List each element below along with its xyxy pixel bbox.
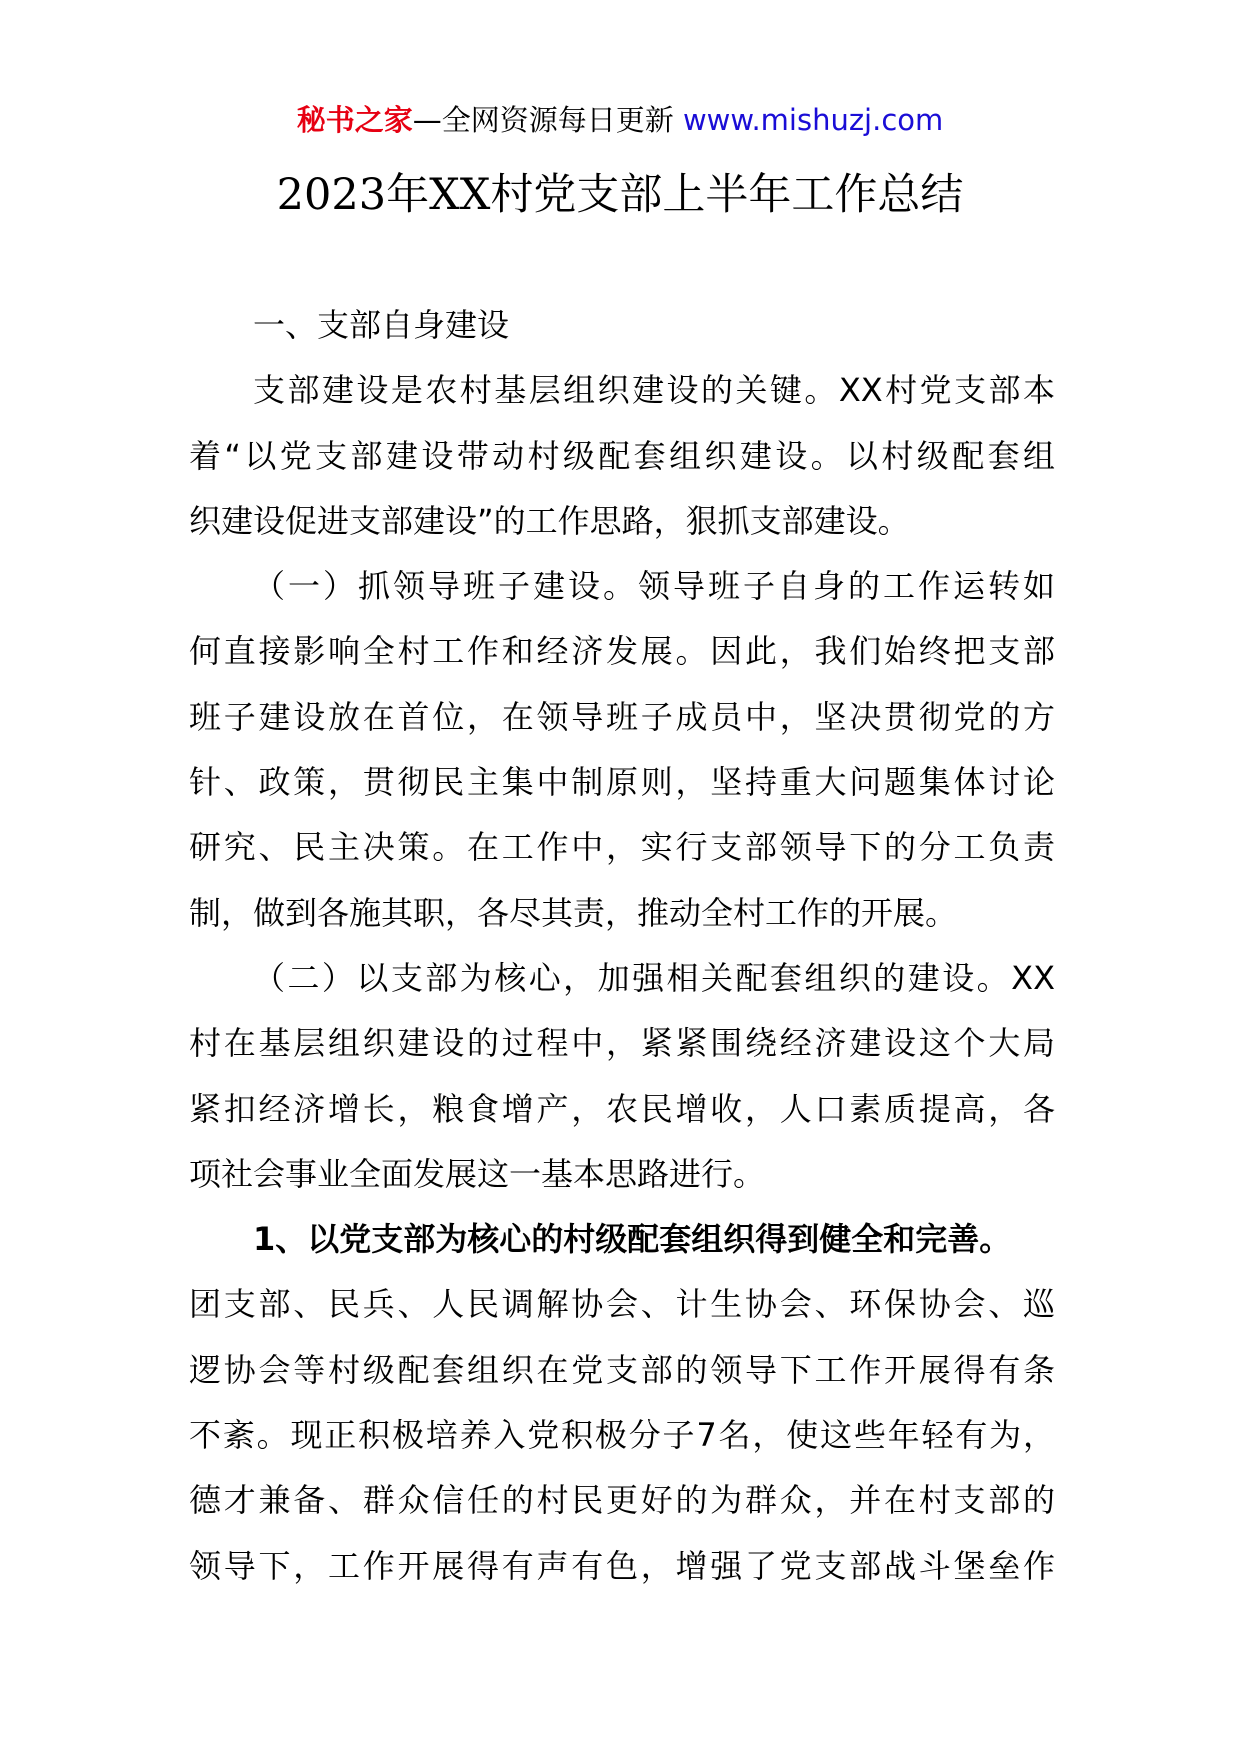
brand-name: 秘书之家 xyxy=(296,103,413,137)
paragraph-line: 研究、民主决策。在工作中，实行支部领导下的分工负责 xyxy=(189,828,1055,867)
paragraph-line: 团支部、民兵、人民调解协会、计生协会、环保协会、巡 xyxy=(189,1285,1055,1324)
paragraph-line: 班子建设放在首位，在领导班子成员中，坚决贯彻党的方 xyxy=(189,697,1055,736)
paragraph-line: 不紊。现正积极培养入党积极分子7名，使这些年轻有为， xyxy=(189,1416,1055,1455)
section-heading: 一、支部自身建设 xyxy=(253,306,510,344)
paragraph-line: （一）抓领导班子建设。领导班子自身的工作运转如 xyxy=(253,567,1055,606)
paragraph-line: 逻协会等村级配套组织在党支部的领导下工作开展得有条 xyxy=(189,1350,1055,1389)
document-title: 2023年XX村党支部上半年工作总结 xyxy=(276,170,964,220)
paragraph-line: 织建设促进支部建设”的工作思路，狠抓支部建设。 xyxy=(189,501,910,540)
paragraph-line: 制，做到各施其职，各尽其责，推动全村工作的开展。 xyxy=(189,893,958,932)
paragraph-line: 项社会事业全面发展这一基本思路进行。 xyxy=(189,1154,766,1193)
paragraph-line: 着“以党支部建设带动村级配套组织建设。以村级配套组 xyxy=(189,436,1055,475)
site-header xyxy=(0,100,1240,140)
subsection-heading: 1、以党支部为核心的村级配套组织得到健全和完善。 xyxy=(253,1220,1012,1259)
document-body xyxy=(189,293,1055,1599)
paragraph-line: 紧扣经济增长，粮食增产，农民增收，人口素质提高，各 xyxy=(189,1089,1055,1128)
paragraph-line: 村在基层组织建设的过程中，紧紧围绕经济建设这个大局 xyxy=(189,1024,1055,1063)
paragraph-line: （二）以支部为核心，加强相关配套组织的建设。XX xyxy=(253,958,1055,997)
site-url-link[interactable]: www.mishuzj.com xyxy=(682,103,944,137)
paragraph-line: 针、政策，贯彻民主集中制原则，坚持重大问题集体讨论 xyxy=(189,763,1055,802)
paragraph-line: 支部建设是农村基层组织建设的关键。XX村党支部本 xyxy=(253,371,1055,410)
header-slogan: —全网资源每日更新 xyxy=(412,103,674,137)
paragraph-line: 德才兼备、群众信任的村民更好的为群众，并在村支部的 xyxy=(189,1481,1055,1520)
paragraph-line: 何直接影响全村工作和经济发展。因此，我们始终把支部 xyxy=(189,632,1055,671)
paragraph-line: 领导下，工作开展得有声有色，增强了党支部战斗堡垒作 xyxy=(189,1546,1055,1585)
